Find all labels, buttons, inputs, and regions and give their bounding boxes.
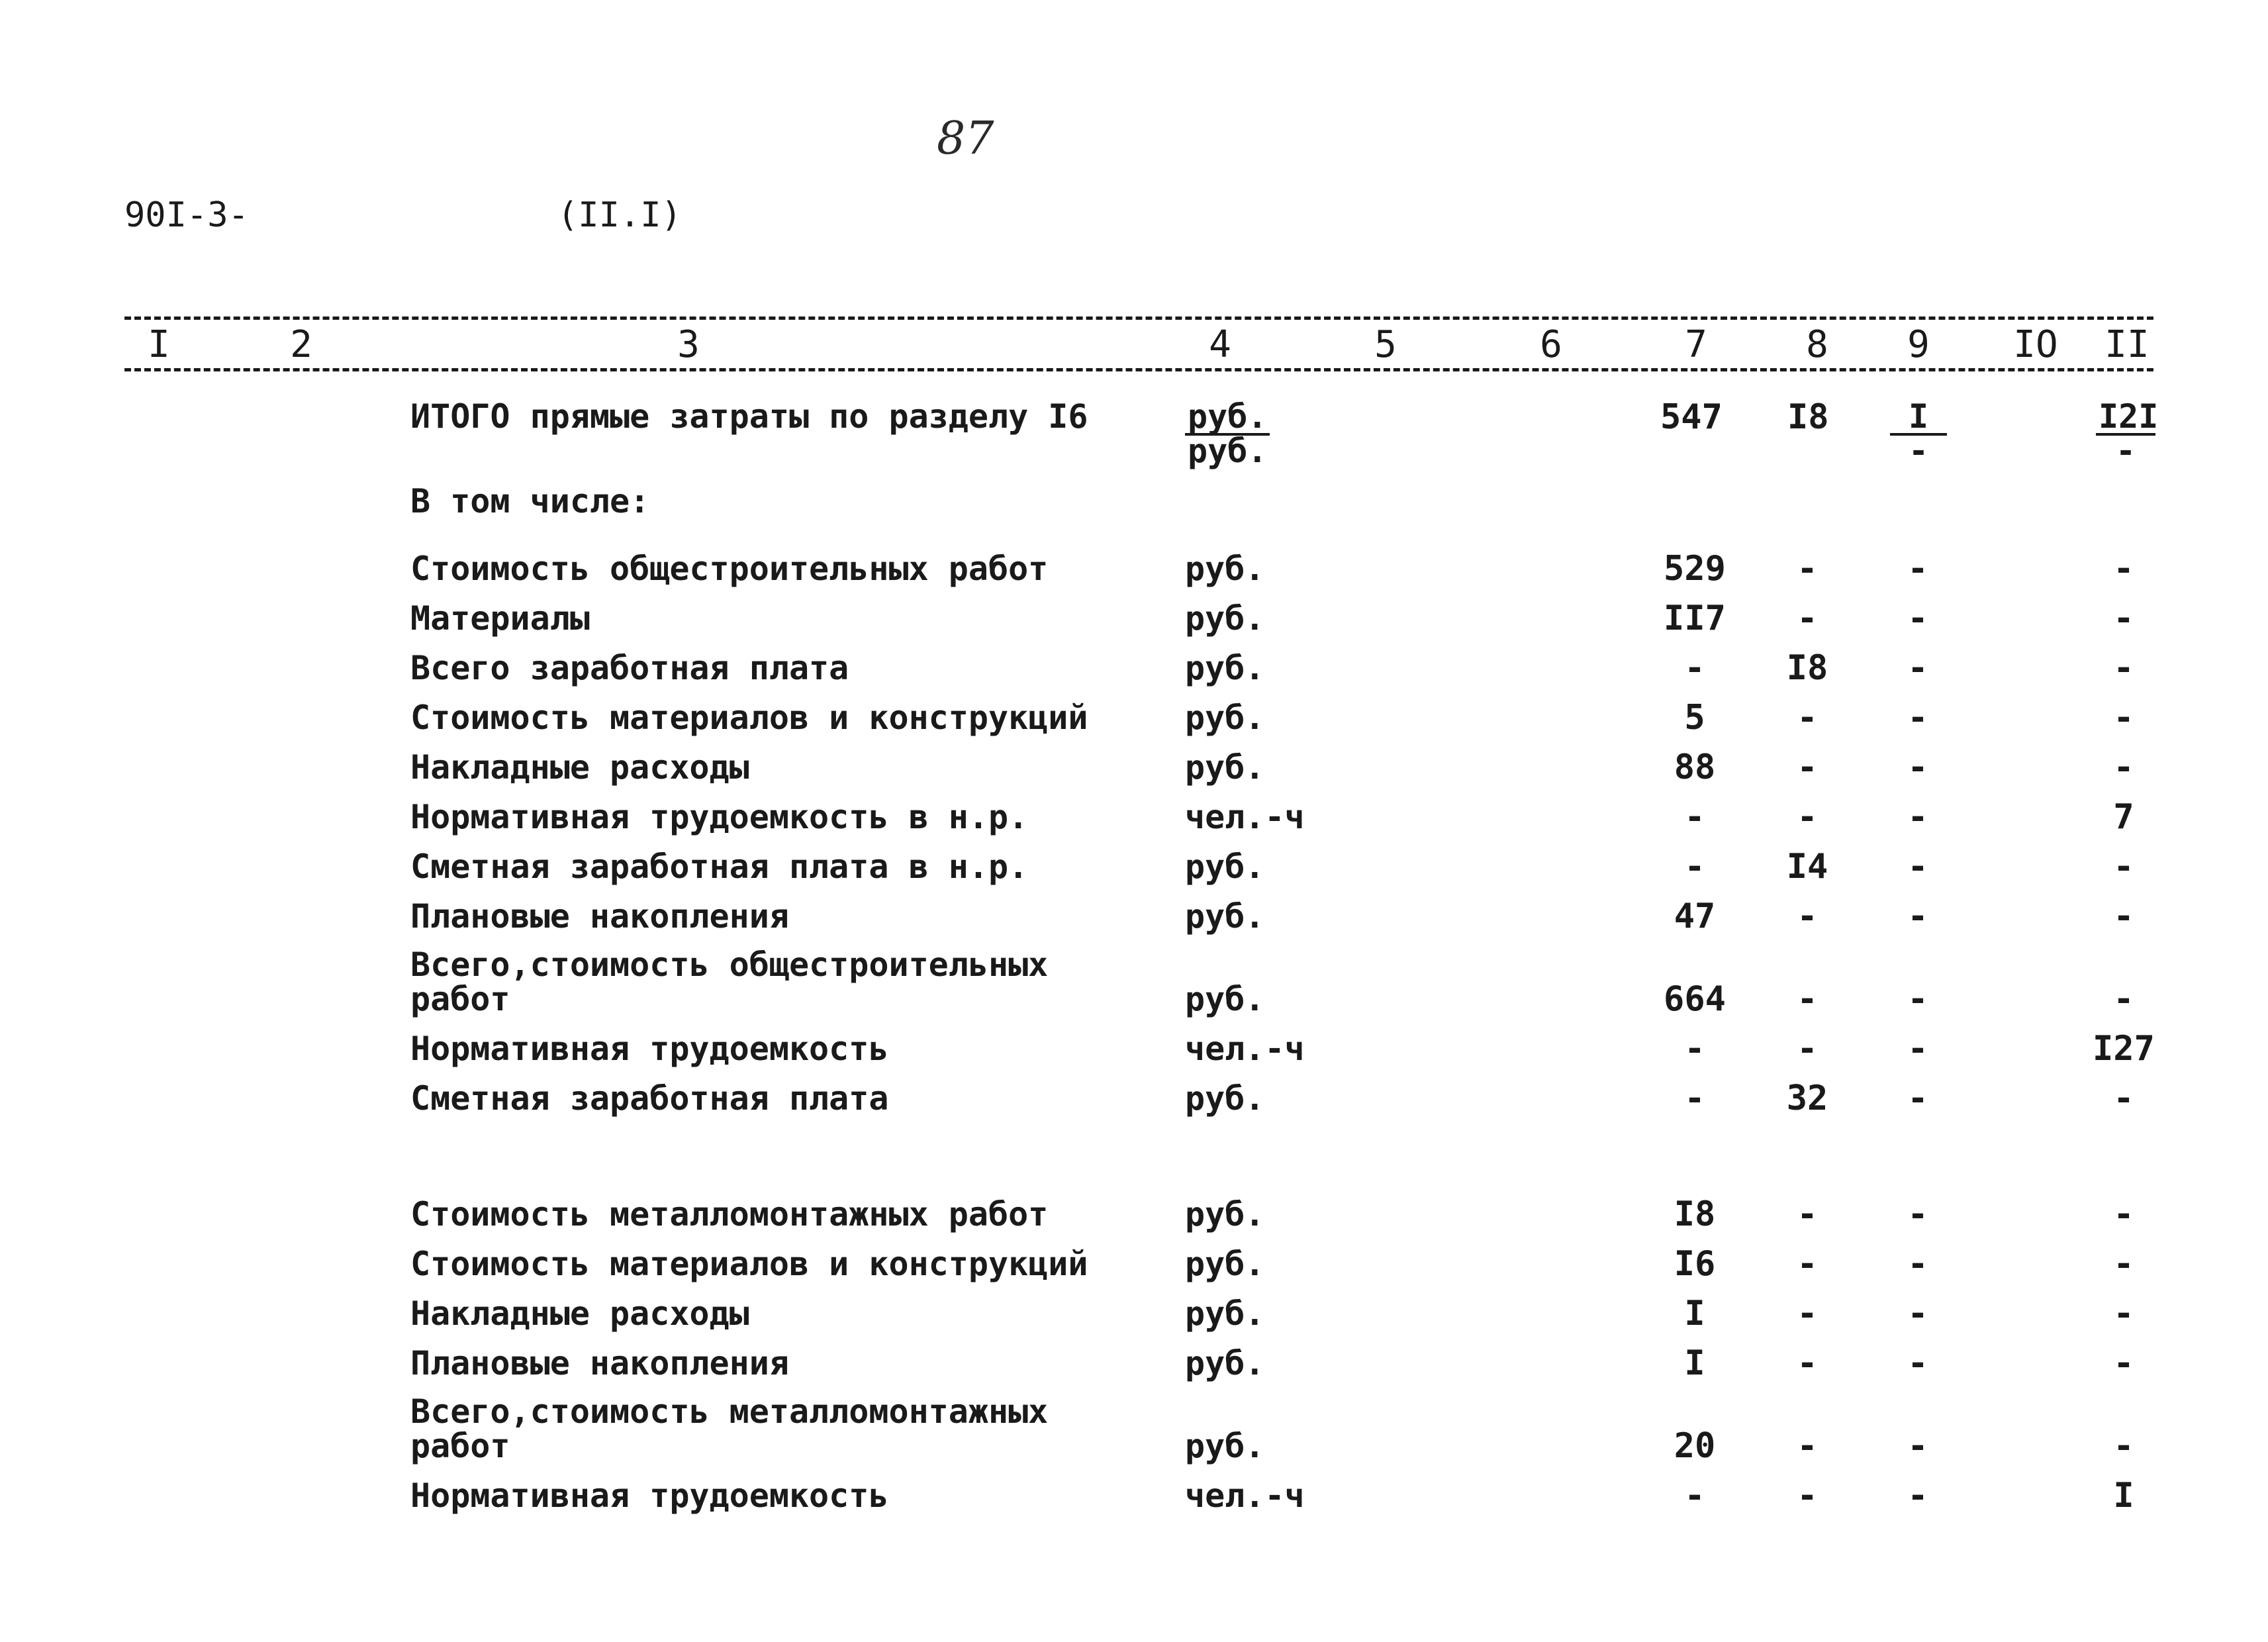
row-col7: 88 xyxy=(1674,748,1716,787)
row-name-line2: работ xyxy=(410,1427,510,1465)
row-name-line1: Всего,стоимость металломонтажных xyxy=(410,1392,1049,1431)
row-name: Нормативная трудоемкость xyxy=(410,1476,889,1515)
row-col8: - xyxy=(1797,549,1818,589)
table-row xyxy=(0,682,2268,738)
row-col11: - xyxy=(2113,748,2134,787)
row-col11: - xyxy=(2113,648,2134,688)
column-header-2: 2 xyxy=(290,323,312,366)
row-unit: руб. xyxy=(1185,1294,1265,1333)
row-unit: руб. xyxy=(1185,748,1265,787)
row-col9: - xyxy=(1907,599,1928,638)
row-name: Накладные расходы xyxy=(410,748,749,787)
row-unit: руб. xyxy=(1185,550,1265,588)
row-col11: I xyxy=(2113,1476,2134,1516)
row-col8: - xyxy=(1797,1194,1818,1234)
row-col8: 32 xyxy=(1786,1079,1828,1118)
row-col8: - xyxy=(1797,896,1818,936)
row-unit: руб. xyxy=(1185,897,1265,936)
row-unit: руб. xyxy=(1185,1079,1265,1118)
table-row xyxy=(0,632,2268,688)
row-col9: - xyxy=(1907,1029,1928,1069)
row-unit: чел.-ч xyxy=(1185,1030,1305,1068)
row-col11: I27 xyxy=(2093,1029,2155,1069)
row-col7: I8 xyxy=(1674,1194,1716,1234)
table-row xyxy=(0,1328,2268,1383)
total-row-name: ИТОГО прямые затраты по разделу I6 xyxy=(410,397,1088,436)
row-col9: - xyxy=(1907,1244,1928,1284)
total-row-col7: 547 xyxy=(1660,397,1723,437)
total-row-col8: I8 xyxy=(1787,397,1829,437)
row-col7: 47 xyxy=(1674,896,1716,936)
row-unit: руб. xyxy=(1185,1344,1265,1382)
row-col7: I xyxy=(1684,1294,1705,1333)
row-col11: - xyxy=(2113,847,2134,887)
table-row xyxy=(0,533,2268,589)
row-name: Накладные расходы xyxy=(410,1294,749,1333)
row-col7: 664 xyxy=(1664,979,1726,1019)
row-col8: - xyxy=(1797,1426,1818,1466)
row-col8: - xyxy=(1797,599,1818,638)
document-code: 90I-3- xyxy=(124,195,249,235)
row-col11: - xyxy=(2113,1194,2134,1234)
row-col8: I4 xyxy=(1786,847,1828,887)
row-col11: 7 xyxy=(2113,797,2134,837)
table-row xyxy=(0,1013,2268,1069)
row-name: Нормативная трудоемкость в н.р. xyxy=(410,798,1029,836)
row-name: Всего заработная плата xyxy=(410,649,849,687)
column-header-10: IO xyxy=(2013,323,2058,366)
row-col8: - xyxy=(1797,1029,1818,1069)
total-row-unit-top: руб. xyxy=(1185,400,1270,436)
row-col7: - xyxy=(1684,797,1705,837)
row-col11: - xyxy=(2113,1079,2134,1118)
row-unit: руб. xyxy=(1185,699,1265,737)
row-col9: - xyxy=(1907,698,1928,738)
row-unit: руб. xyxy=(1185,599,1265,638)
row-col11: - xyxy=(2113,896,2134,936)
row-col9: - xyxy=(1907,979,1928,1019)
column-header-7: 7 xyxy=(1685,323,1707,366)
row-col9: - xyxy=(1907,648,1928,688)
row-col11: - xyxy=(2113,1343,2134,1383)
row-col8: I8 xyxy=(1786,648,1828,688)
row-col8: - xyxy=(1797,979,1818,1019)
table-row xyxy=(0,831,2268,887)
table-row xyxy=(0,583,2268,636)
row-name: Материалы xyxy=(410,599,590,638)
row-col7: - xyxy=(1684,1029,1705,1069)
page-number: 87 xyxy=(937,113,994,165)
row-col11: - xyxy=(2113,1426,2134,1466)
row-col11: - xyxy=(2113,599,2134,638)
column-header-4: 4 xyxy=(1209,323,1231,366)
row-col8: - xyxy=(1797,698,1818,738)
row-col9: - xyxy=(1907,1343,1928,1383)
row-col7: II7 xyxy=(1664,599,1726,638)
row-col11: - xyxy=(2113,549,2134,589)
row-col8: - xyxy=(1797,1343,1818,1383)
row-name: Стоимость металломонтажных работ xyxy=(410,1195,1049,1233)
row-col7: - xyxy=(1684,1476,1705,1516)
row-name-line1: Всего,стоимость общестроительных xyxy=(410,945,1049,984)
total-row-col9-top: I xyxy=(1890,400,1947,436)
row-name: Сметная заработная плата xyxy=(410,1079,889,1118)
row-col7: - xyxy=(1684,847,1705,887)
table-row xyxy=(0,781,2268,837)
row-unit: руб. xyxy=(1185,649,1265,687)
row-col7: 529 xyxy=(1664,549,1726,589)
row-col9: - xyxy=(1907,748,1928,787)
row-name: Сметная заработная плата в н.р. xyxy=(410,847,1029,886)
total-row-unit-bottom: руб. xyxy=(1188,432,1268,470)
row-col7: 20 xyxy=(1674,1426,1716,1466)
row-col9: - xyxy=(1907,1194,1928,1234)
table-row xyxy=(0,945,2268,1019)
column-header-5: 5 xyxy=(1374,323,1397,366)
row-col9: - xyxy=(1907,1079,1928,1118)
column-header-11: II xyxy=(2104,323,2150,366)
row-name: Стоимость материалов и конструкций xyxy=(410,1245,1088,1283)
row-col9: - xyxy=(1907,1294,1928,1333)
row-name: Плановые накопления xyxy=(410,1344,789,1382)
table-row xyxy=(0,732,2268,785)
row-col11: - xyxy=(2113,698,2134,738)
row-col8: - xyxy=(1797,1294,1818,1333)
row-name: Стоимость общестроительных работ xyxy=(410,550,1049,588)
table-row xyxy=(0,1392,2268,1466)
row-unit: чел.-ч xyxy=(1185,798,1305,836)
total-row-col9 xyxy=(1890,397,1947,470)
row-col9: - xyxy=(1907,847,1928,887)
total-row-col11-top: I2I xyxy=(2096,400,2155,436)
row-col9: - xyxy=(1907,1426,1928,1466)
total-row-unit xyxy=(1185,397,1270,470)
row-col9: - xyxy=(1907,1476,1928,1516)
row-col8: - xyxy=(1797,748,1818,787)
table-row xyxy=(0,881,2268,934)
row-unit: руб. xyxy=(1185,1195,1265,1233)
total-row-col11-bottom: - xyxy=(2115,432,2136,470)
table-row xyxy=(0,1278,2268,1331)
column-header-8: 8 xyxy=(1806,323,1828,366)
column-header-3: 3 xyxy=(677,323,700,366)
row-col9: - xyxy=(1907,896,1928,936)
row-col7: I6 xyxy=(1674,1244,1716,1284)
table-row xyxy=(0,1460,2268,1516)
row-col11: - xyxy=(2113,1244,2134,1284)
row-col11: - xyxy=(2113,1294,2134,1333)
row-name: Нормативная трудоемкость xyxy=(410,1030,889,1068)
table-row xyxy=(0,1179,2268,1232)
row-col7: 5 xyxy=(1684,698,1705,738)
column-header-9: 9 xyxy=(1907,323,1930,366)
row-unit: руб. xyxy=(1185,847,1265,886)
row-unit: руб. xyxy=(1185,1427,1265,1465)
row-col8: - xyxy=(1797,1476,1818,1516)
row-name-line2: работ xyxy=(410,980,510,1018)
row-unit: руб. xyxy=(1185,1245,1265,1283)
header-bottom-rule xyxy=(124,368,2153,371)
row-col8: - xyxy=(1797,1244,1818,1284)
table-row xyxy=(0,1063,2268,1116)
table-number: (II.I) xyxy=(557,195,682,235)
row-name: Стоимость материалов и конструкций xyxy=(410,699,1088,737)
header-top-rule xyxy=(124,316,2153,320)
row-col8: - xyxy=(1797,797,1818,837)
row-col7: - xyxy=(1684,648,1705,688)
row-col7: I xyxy=(1684,1343,1705,1383)
row-col9: - xyxy=(1907,797,1928,837)
total-row-col9-bottom: - xyxy=(1908,432,1929,470)
total-row-col11 xyxy=(2096,397,2159,470)
row-unit: чел.-ч xyxy=(1185,1476,1305,1515)
row-name: Плановые накопления xyxy=(410,897,789,936)
row-col7: - xyxy=(1684,1079,1705,1118)
row-col11: - xyxy=(2113,979,2134,1019)
subheading: В том числе: xyxy=(410,482,650,520)
column-header-6: 6 xyxy=(1540,323,1562,366)
row-col9: - xyxy=(1907,549,1928,589)
column-header-1: I xyxy=(148,323,170,366)
table-row xyxy=(0,1228,2268,1284)
row-unit: руб. xyxy=(1185,980,1265,1018)
